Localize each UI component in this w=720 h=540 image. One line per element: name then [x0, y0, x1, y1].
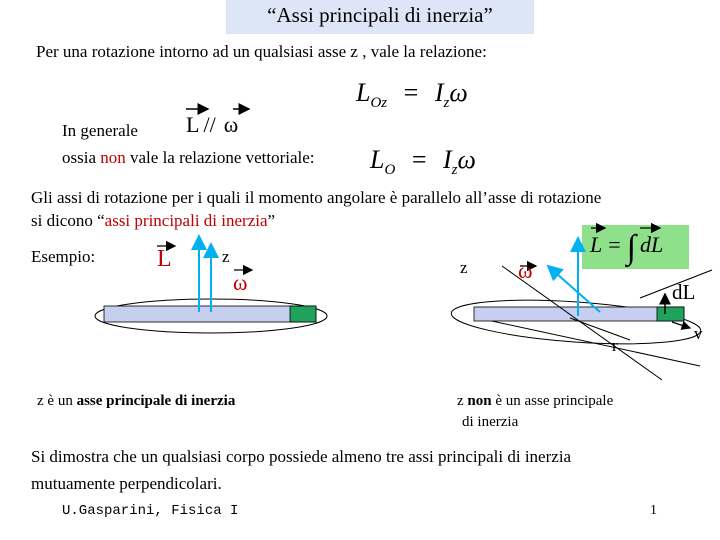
v-arrow — [672, 322, 690, 328]
rod-left-end — [290, 306, 316, 322]
L-vector: L — [186, 112, 200, 137]
ossia-text: ossia non vale la relazione vettoriale: — [62, 148, 315, 167]
definition-line-1: Gli assi di rotazione per i quali il momento angolare è parallelo all’asse di rotazione — [31, 188, 602, 207]
caption-left: z è un asse principale di inerzia — [37, 393, 236, 409]
caption-right-line-1: z non è un asse principale — [457, 393, 614, 409]
example-label: Esempio: — [31, 247, 96, 266]
general-label: In generale — [62, 121, 138, 140]
conclusion-line-1: Si dimostra che un qualsiasi corpo possiede almeno tre assi principali di inerzia — [31, 447, 572, 466]
slide-title: “Assi principali di inerzia” — [267, 3, 493, 27]
label-omega-right: ω — [518, 258, 533, 283]
integral-equation: L = ∫ dL — [590, 229, 664, 266]
omega-symbol: ω — [223, 112, 239, 137]
conclusion-line-2: mutuamente perpendicolari. — [31, 474, 222, 493]
label-dL: dL — [672, 280, 696, 304]
intro-text: Per una rotazione intorno ad un qualsiasi asse z , vale la relazione: — [36, 42, 487, 61]
footer-author: U.Gasparini, Fisica I — [62, 503, 239, 519]
label-omega-left: ω — [233, 270, 248, 295]
L-vector-right — [548, 266, 600, 312]
not-parallel-symbol: // — [203, 112, 216, 137]
integral-sign: ∫ — [626, 229, 636, 266]
equation-vector: $L_O = I_z\omega$ — [370, 145, 476, 179]
caption-right-line-2: di inerzia — [462, 414, 519, 430]
label-z-left: z — [222, 247, 230, 266]
rod-right-end — [657, 307, 684, 321]
page-number: 1 — [650, 503, 657, 518]
label-v: v — [694, 324, 703, 343]
equation-scalar: $L_{Oz} = I_z\omega$ — [356, 78, 468, 112]
label-z-right: z — [460, 258, 468, 277]
label-r: r — [612, 336, 618, 355]
definition-line-2: si dicono “assi principali di inerzia” — [31, 211, 276, 230]
label-L-left: L — [157, 246, 172, 272]
